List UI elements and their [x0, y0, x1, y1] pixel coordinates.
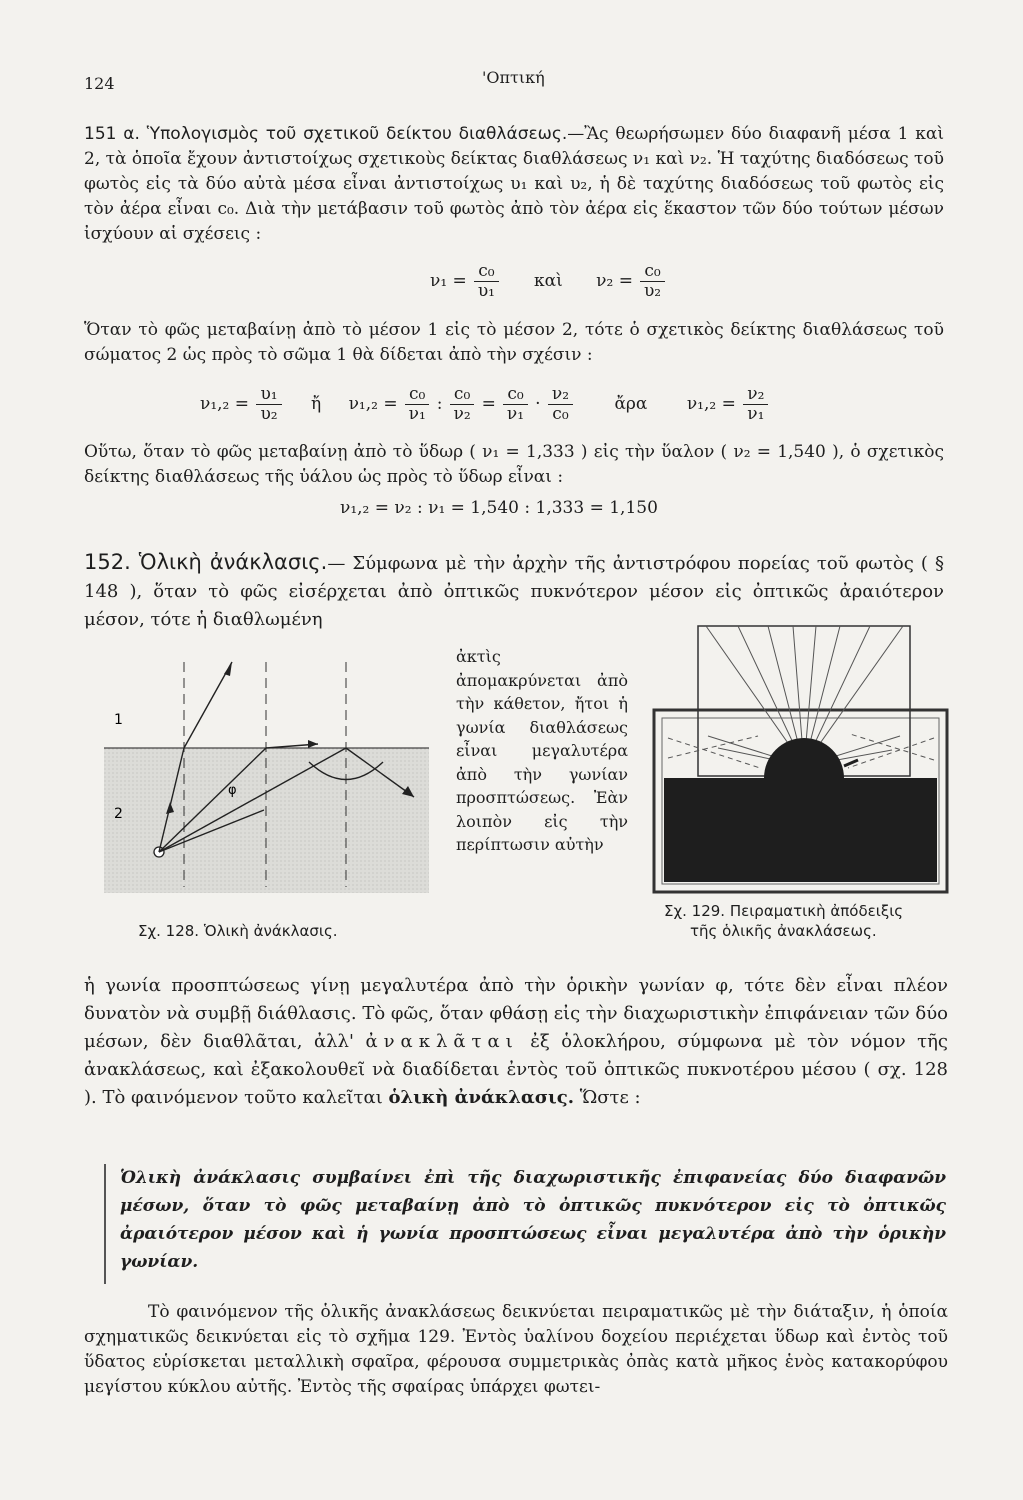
section-151-paragraph [84, 122, 944, 247]
eq2-lhs: ν₁,₂ = [200, 394, 250, 414]
eq2-lhs-c: ν₁,₂ = [686, 394, 736, 414]
section-152-heading: 152. Ὁλικὴ ἀνάκλασις. [84, 550, 328, 574]
figure-129-caption-line1: Σχ. 129. Πειραματικὴ ἀπόδειξις [664, 902, 904, 920]
eq2-or: ἤ [311, 394, 322, 414]
figure-128-diagram [104, 652, 434, 902]
continued-text-b: ἐξ ὁλοκλήρου, σύμφωνα μὲ τὸν νόμον τῆς ἀνακλάσεως, καὶ ἐξακολουθεῖ νὰ διαδίδεται ἐντὸς τοῦ ὀπτικῶς πυκνοτέρου μέσου ( σχ. 128 ). Τὸ φαινόμενον τοῦτο καλεῖται [84, 1031, 948, 1108]
eq1-lhs2: ν₂ = [596, 271, 633, 291]
section-152-final [84, 1300, 948, 1400]
eq2-f1n: υ₁ [256, 385, 281, 405]
eq2-f3n: c₀ [450, 385, 474, 405]
eq2-frac4 [503, 385, 527, 424]
eq2-frac2 [405, 385, 429, 424]
water-dark-region [664, 778, 937, 882]
metal-sphere [764, 738, 844, 778]
eq2-f5d: c₀ [552, 404, 569, 424]
eq1-num1: c₀ [474, 262, 498, 282]
medium-1-label: 1 [114, 712, 123, 728]
law-statement: Ὁλικὴ ἀνάκλασις συμβαίνει ἐπὶ τῆς διαχωριστικῆς ἐπιφανείας δύο διαφανῶν μέσων, ὅταν τὸ φῶς μεταβαίνῃ ἀπὸ τὸ ὀπτικῶς πυκνότερον εἰς τὸ ὀπτικῶς ἀραιότερον μέσον καὶ ἡ γωνία προσπτώσεως εἶναι μεγαλυτέρα ἀπὸ τὴν ὁρικὴν γωνίαν. [120, 1168, 946, 1272]
section-151-example [84, 440, 944, 490]
running-title: 'Οπτική [482, 68, 545, 87]
law-sidebar [104, 1164, 106, 1284]
figure-128-caption: Σχ. 128. Ὁλικὴ ἀνάκλασις. [138, 922, 338, 940]
eq2-ara: ἄρα [614, 394, 648, 414]
eq2-f4d: ν₁ [506, 404, 525, 424]
section-152-narrow-column [456, 645, 628, 857]
eq2-frac5 [548, 385, 573, 424]
term-total-reflection: ὁλικὴ ἀνάκλασις. [388, 1087, 574, 1108]
eq1-den1: υ₁ [477, 281, 495, 301]
eq2-f2d: ν₁ [408, 404, 426, 424]
eq2-f3d: ν₂ [453, 404, 471, 424]
continued-text-c: Ὥστε : [573, 1087, 641, 1108]
equation-3: ν₁,₂ = ν₂ : ν₁ = 1,540 : 1,333 = 1,150 [340, 498, 658, 518]
section-151-heading: 151 α. Ὑπολογισμὸς τοῦ σχετικοῦ δείκτου διαθλάσεως. [84, 124, 568, 144]
section-152-final-text: Τὸ φαινόμενον τῆς ὁλικῆς ἀνακλάσεως δεικνύεται πειραματικῶς μὲ τὴν διάταξιν, ἡ ὁποία σχηματικῶς δεικνύεται εἰς τὸ σχῆμα 129. Ἐντὸς ὑαλίνου δοχείου περιέχεται ὕδωρ καὶ ἐντὸς τοῦ ὕδατος εὑρίσκεται μεταλλικὴ σφαῖρα, φέρουσα συμμετρικὰς ὀπὰς κατὰ μῆκος ἑνὸς κατακορύφου μεγίστου κύκλου αὐτῆς. Ἐντὸς τῆς σφαίρας ὑπάρχει φωτει- [84, 1302, 948, 1397]
section-152-continuation [84, 972, 948, 1112]
page-number: 124 [84, 74, 115, 93]
eq2-frac3 [450, 385, 474, 424]
section-152-intro: — Σύμφωνα μὲ τὴν ἀρχὴν τῆς ἀντιστρόφου πορείας τοῦ φωτὸς ( § 148 ), ὅταν τὸ φῶς εἰσέρχεται ἀπὸ ὀπτικῶς πυκνότερον μέσον εἰς ὀπτικῶς ἀραιότερον μέσον, τότε ἡ διαθλωμένη [84, 553, 944, 630]
section-151-middle [84, 318, 944, 368]
medium-2-label: 2 [114, 806, 123, 822]
eq2-f6d: ν₁ [747, 404, 765, 424]
eq1-num2: c₀ [640, 262, 664, 282]
section-151-example-text: Οὕτω, ὅταν τὸ φῶς μεταβαίνῃ ἀπὸ τὸ ὕδωρ ( ν₁ = 1,333 ) εἰς τὴν ὕαλον ( ν₂ = 1,540 ), ὁ σχετικὸς δείκτης διαθλάσεως τῆς ὑάλου ὡς πρὸς τὸ ὕδωρ εἶναι : [84, 442, 944, 487]
equation-2 [200, 385, 770, 424]
spaced-word: ἀνακλᾶται [365, 1031, 519, 1052]
equation-1 [430, 262, 667, 301]
section-151-middle-text: Ὅταν τὸ φῶς μεταβαίνῃ ἀπὸ τὸ μέσον 1 εἰς τὸ μέσον 2, τότε ὁ σχετικὸς δείκτης διαθλάσεως τοῦ σώματος 2 ὡς πρὸς τὸ σῶμα 1 θὰ δίδεται ἀπὸ τὴν σχέσιν : [84, 320, 944, 365]
angle-phi-label: φ [228, 783, 237, 798]
figure-129-diagram [648, 618, 953, 896]
eq2-f5n: ν₂ [548, 385, 573, 405]
eq1-lhs1: ν₁ = [430, 271, 467, 291]
continued-text-a: ἡ γωνία προσπτώσεως γίνῃ μεγαλυτέρα ἀπὸ τὴν ὁρικὴν γωνίαν φ, τότε δὲν εἶναι πλέον δυνατὸν νὰ συμβῇ διάθλασις. Τὸ φῶς, ὅταν φθάσῃ εἰς τὴν διαχωριστικὴν ἐπιφάνειαν τῶν δύο μέσων, δὲν διαθλᾶται, ἀλλ' [84, 975, 948, 1052]
eq2-f1d: υ₂ [260, 404, 278, 424]
eq2-eq: = [481, 394, 496, 414]
eq2-lhs-b: ν₁,₂ = [348, 394, 398, 414]
figure-129-caption-line2: τῆς ὁλικῆς ἀνακλάσεως. [690, 922, 877, 940]
section-152-narrow-text: ἀκτὶς ἀπομακρύνεται ἀπὸ τὴν κάθετον, ἤτοι ἡ γωνία διαθλάσεως εἶναι μεγαλυτέρα ἀπὸ τὴν γωνίαν προσπτώσεως. Ἐὰν λοιπὸν εἰς τὴν περίπτωσιν αὐτὴν [456, 647, 628, 854]
eq2-frac1 [256, 385, 281, 424]
eq1-frac1 [474, 262, 498, 301]
eq1-den2: υ₂ [643, 281, 662, 301]
eq2-f6n: ν₂ [743, 385, 768, 405]
eq2-f4n: c₀ [503, 385, 527, 405]
eq2-colon: : [436, 394, 443, 414]
eq2-dot: · [535, 394, 541, 414]
section-151-intro: —Ἂς θεωρήσωμεν δύο διαφανῆ μέσα 1 καὶ 2, τὰ ὁποῖα ἔχουν ἀντιστοίχως σχετικοὺς δείκτας διαθλάσεως ν₁ καὶ ν₂. Ἡ ταχύτης διαδόσεως τοῦ φωτὸς εἰς τὰ δύο αὐτὰ μέσα εἶναι ἀντιστοίχως υ₁ καὶ υ₂, ἡ δὲ ταχύτης διαδόσεως τοῦ φωτὸς εἰς τὸν ἀέρα εἶναι c₀. Διὰ τὴν μετάβασιν τοῦ φωτὸς ἀπὸ τὸν ἀέρα εἰς ἕκαστον τῶν δύο τούτων μέσων ἰσχύουν αἱ σχέσεις : [84, 124, 944, 244]
eq2-frac6 [743, 385, 768, 424]
eq1-frac2 [640, 262, 664, 301]
eq2-f2n: c₀ [405, 385, 429, 405]
eq1-conj: καὶ [533, 271, 563, 291]
